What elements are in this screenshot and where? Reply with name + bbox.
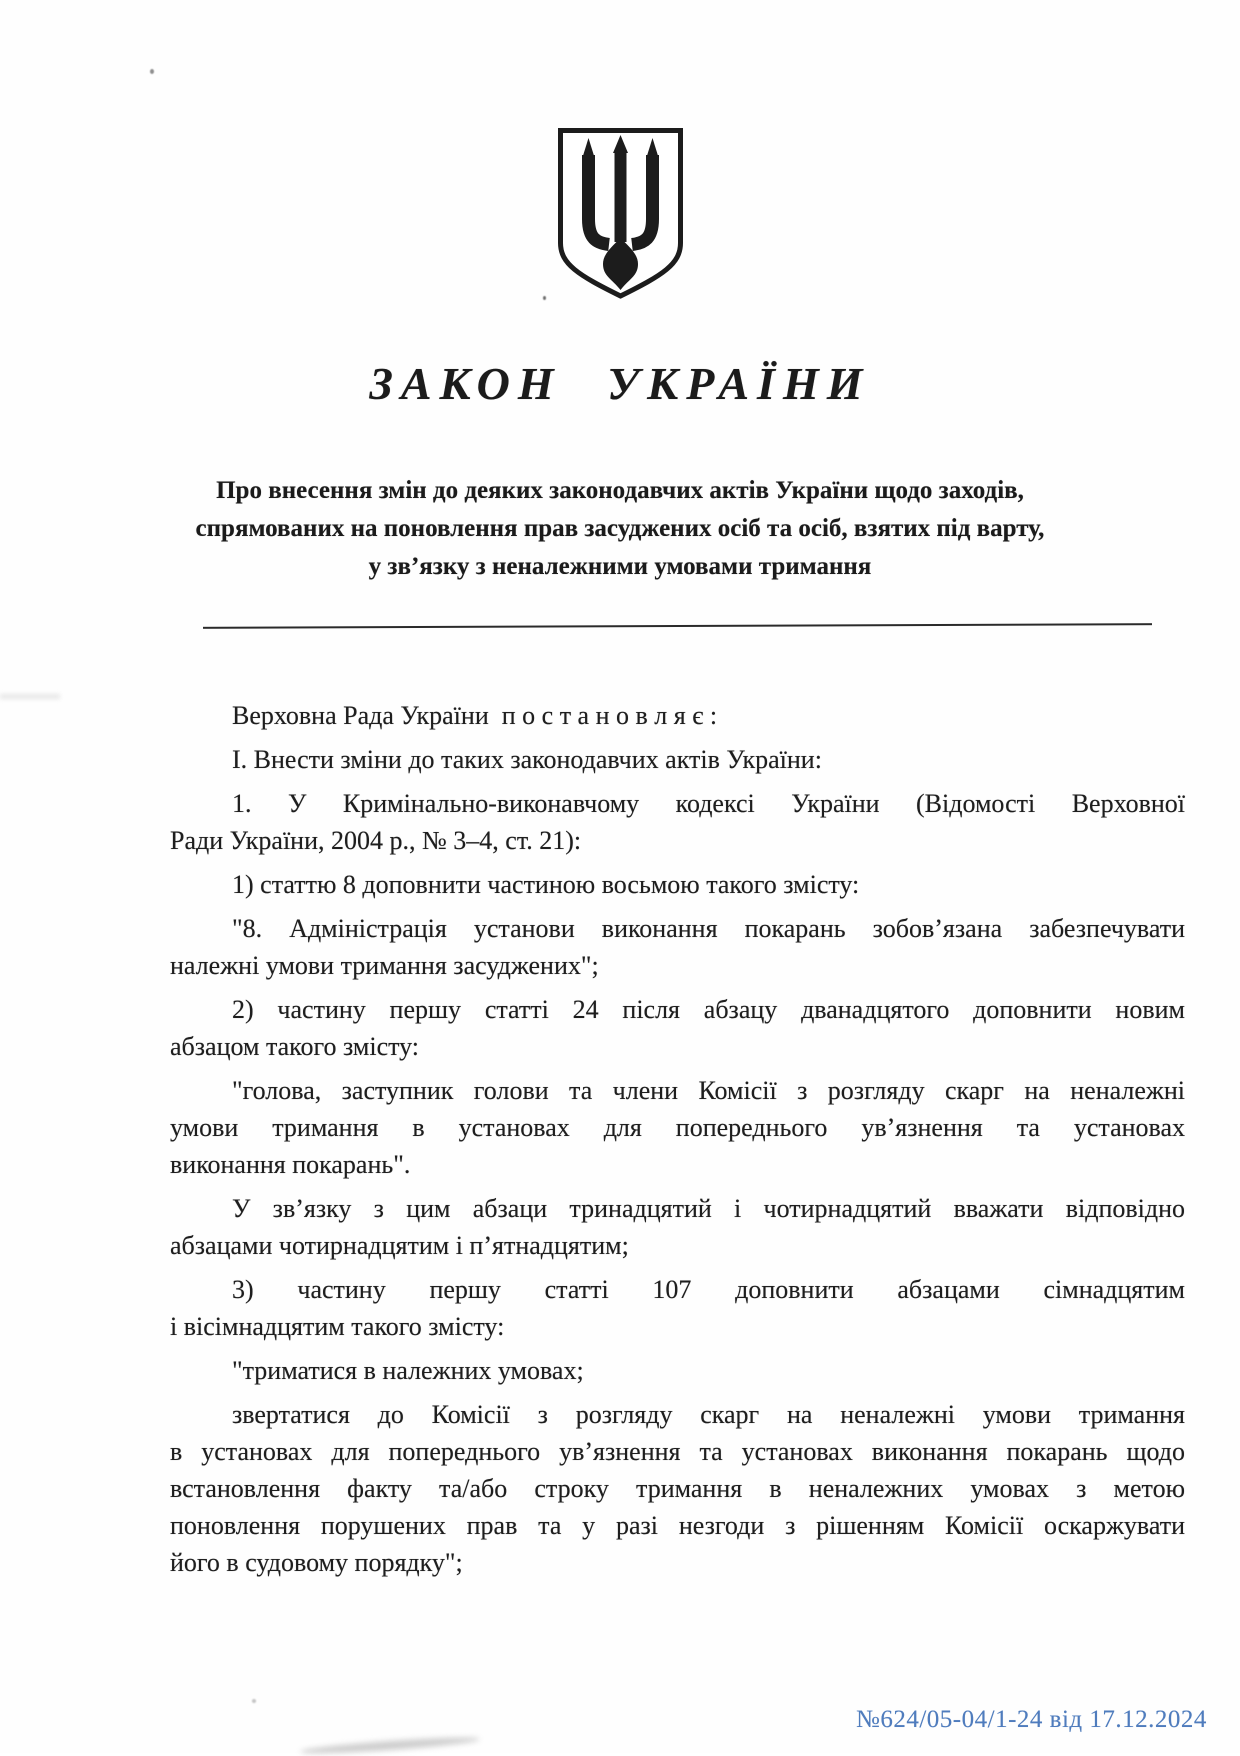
body-line: в установах для попереднього ув’язнення та установах виконання покарань щодо — [170, 1437, 1185, 1466]
body-line: 1) статтю 8 доповнити частиною восьмою такого змісту: — [232, 870, 860, 899]
body-line: належні умови тримання засуджених"; — [170, 951, 599, 980]
body-line: умови тримання в установах для попереднього ув’язнення та установах — [170, 1113, 1185, 1142]
registration-stamp: №624/05-04/1-24 від 17.12.2024 — [856, 1706, 1207, 1733]
body-line: І. Внести зміни до таких законодавчих актів України: — [232, 745, 822, 774]
document-subtitle — [0, 472, 1240, 586]
body-line: поновлення порушених прав та у разі незгоди з рішенням Комісії оскаржувати — [170, 1511, 1185, 1540]
scan-artifact-dot — [150, 69, 154, 74]
paragraph — [170, 1072, 1185, 1183]
body-line: абзацами чотирнадцятим і п’ятнадцятим; — [170, 1231, 629, 1260]
body-line: 3) частину першу статті 107 доповнити абзацами сімнадцятим — [232, 1275, 1185, 1304]
paragraph — [170, 741, 1185, 778]
paragraph — [170, 866, 1185, 903]
scan-artifact-dot — [252, 1699, 256, 1703]
subtitle-line: Про внесення змін до деяких законодавчих актів України щодо заходів, — [216, 477, 1024, 504]
paragraph — [170, 991, 1185, 1065]
paragraph — [170, 1396, 1185, 1581]
body-line: "голова, заступник голови та члени Комісії з розгляду скарг на неналежні — [232, 1076, 1185, 1105]
scan-artifact-streak — [0, 694, 60, 699]
scan-artifact-dot — [543, 296, 546, 300]
paragraph — [170, 1190, 1185, 1264]
body-line: Верховна Рада України п о с т а н о в л я є : — [232, 701, 718, 730]
body-line: звертатися до Комісії з розгляду скарг на неналежні умови тримання — [232, 1400, 1185, 1429]
document-body — [170, 697, 1185, 1581]
body-line: "8. Адміністрація установи виконання покарань зобов’язана забезпечувати — [232, 914, 1185, 943]
paragraph — [170, 910, 1185, 984]
subtitle-line: у зв’язку з неналежними умовами тримання — [368, 553, 872, 580]
body-line: встановлення факту та/або строку тримання в неналежних умовах з метою — [170, 1474, 1185, 1503]
ukraine-trident-emblem-icon — [556, 126, 685, 301]
subtitle-underline — [203, 623, 1152, 629]
subtitle-line: спрямованих на поновлення прав засуджених осіб та осіб, взятих під варту, — [195, 515, 1045, 542]
body-line: 2) частину першу статті 24 після абзацу дванадцятого доповнити новим — [232, 995, 1185, 1024]
body-line: "триматися в належних умовах; — [232, 1356, 584, 1385]
body-line: 1. У Кримінально-виконавчому кодексі України (Відомості Верховної — [232, 789, 1185, 818]
paragraph — [170, 1352, 1185, 1389]
body-line: і вісімнадцятим такого змісту: — [170, 1312, 505, 1341]
body-line: У зв’язку з цим абзаци тринадцятий і чотирнадцятий вважати відповідно — [232, 1194, 1185, 1223]
body-line: його в судовому порядку"; — [170, 1548, 463, 1577]
body-line: Ради України, 2004 р., № 3–4, ст. 21): — [170, 826, 582, 855]
paragraph — [170, 785, 1185, 859]
paragraph — [170, 697, 1185, 734]
document-title: ЗАКОН УКРАЇНИ — [369, 358, 871, 409]
body-line: виконання покарань". — [170, 1150, 411, 1179]
body-line: абзацом такого змісту: — [170, 1032, 420, 1061]
paragraph — [170, 1271, 1185, 1345]
